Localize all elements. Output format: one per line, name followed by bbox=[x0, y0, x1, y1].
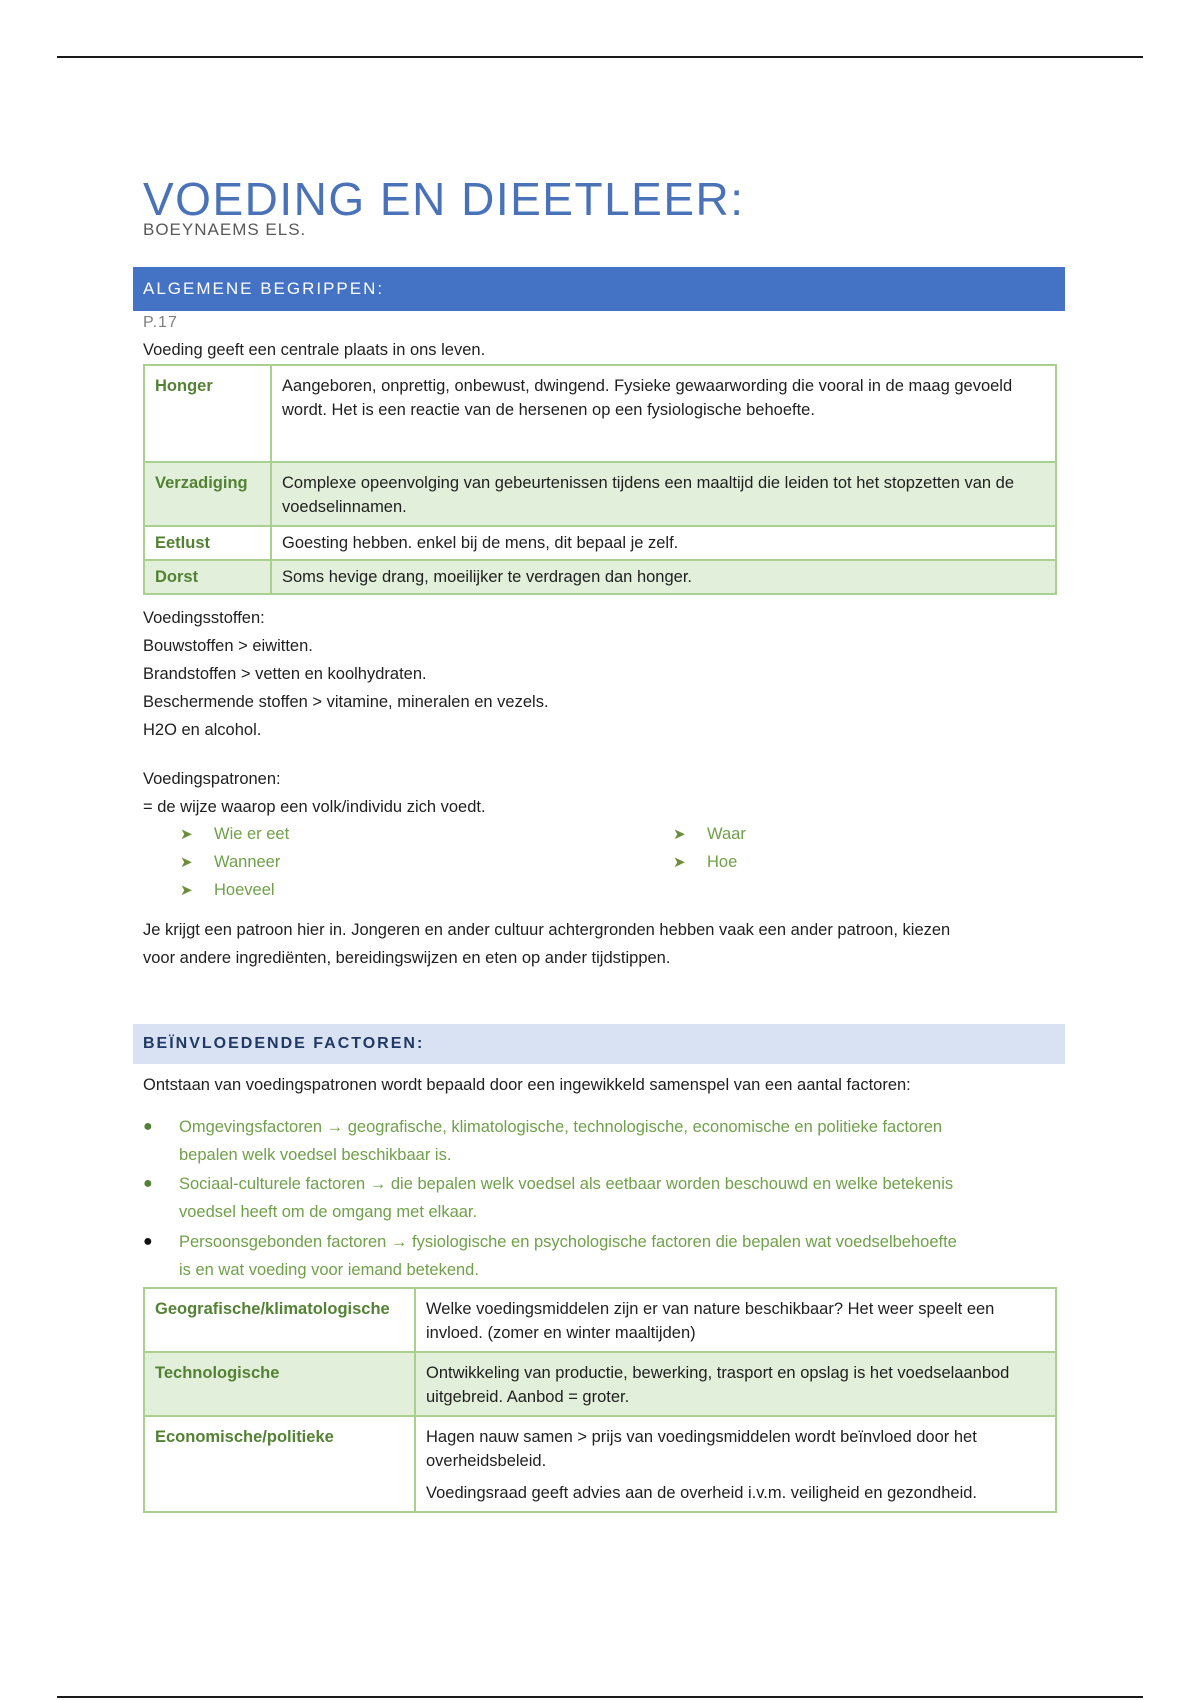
pattern-item: ➤ Wanneer bbox=[180, 853, 281, 871]
bullet-icon: ● bbox=[143, 1233, 153, 1250]
top-rule bbox=[57, 56, 1143, 58]
bottom-rule bbox=[57, 1696, 1143, 1698]
arrow-bullet-icon: ➤ bbox=[673, 854, 686, 871]
factor-text-line: Hagen nauw samen > prijs van voedingsmiddelen wordt beïnvloed door het overheidsbeleid. bbox=[426, 1428, 977, 1470]
nutrients-line: H2O en alcohol. bbox=[143, 721, 262, 739]
factor-term: Technologische bbox=[144, 1352, 415, 1416]
table-row bbox=[144, 526, 1056, 560]
definition-term: Verzadiging bbox=[144, 462, 271, 526]
definition-text: Complexe opeenvolging van gebeurtenissen tijdens een maaltijd die leiden tot het stopzetten van de voedselinnamen. bbox=[271, 462, 1056, 526]
page-reference: P.17 bbox=[143, 314, 178, 331]
factor-text: Ontwikkeling van productie, bewerking, trasport en opslag is het voedselaanbod uitgebreid. Aanbod = groter. bbox=[415, 1352, 1056, 1416]
nutrients-line: Beschermende stoffen > vitamine, mineralen en vezels. bbox=[143, 693, 549, 711]
factor-text-line: Voedingsraad geeft advies aan de overheid i.v.m. veiligheid en gezondheid. bbox=[426, 1484, 977, 1502]
table-row bbox=[144, 1416, 1056, 1512]
patterns-paragraph-line: Je krijgt een patroon hier in. Jongeren en ander cultuur achtergronden hebben vaak een ander patroon, kiezen bbox=[143, 921, 951, 939]
pattern-item: ➤ Hoe bbox=[673, 853, 738, 871]
factors-table bbox=[143, 1287, 1057, 1513]
factor-text bbox=[415, 1416, 1056, 1512]
list-item: ● Omgevingsfactoren → geografische, klimatologische, technologische, economische en politieke factoren bepalen welk voedsel beschikbaar is. bbox=[143, 1113, 1063, 1169]
definition-term: Eetlust bbox=[144, 526, 271, 560]
arrow-bullet-icon: ➤ bbox=[673, 826, 686, 843]
section-heading-beinvloedende-factoren: BEÏNVLOEDENDE FACTOREN: bbox=[133, 1024, 1065, 1064]
pattern-item: ➤ Hoeveel bbox=[180, 881, 275, 899]
definition-text: Goesting hebben. enkel bij de mens, dit bepaal je zelf. bbox=[271, 526, 1056, 560]
bullet-icon: ● bbox=[143, 1175, 153, 1192]
definitions-table bbox=[143, 364, 1057, 595]
arrow-bullet-icon: ➤ bbox=[180, 882, 193, 899]
nutrients-line: Bouwstoffen > eiwitten. bbox=[143, 637, 313, 655]
pattern-item: ➤ Waar bbox=[673, 825, 746, 843]
section1-intro: Voeding geeft een centrale plaats in ons leven. bbox=[143, 341, 486, 359]
definition-text: Soms hevige drang, moeilijker te verdragen dan honger. bbox=[271, 560, 1056, 594]
factor-text: Welke voedingsmiddelen zijn er van nature beschikbaar? Het weer speelt een invloed. (zomer en winter maaltijden) bbox=[415, 1288, 1056, 1352]
list-item: ● Sociaal-culturele factoren → die bepalen welk voedsel als eetbaar worden beschouwd en welke betekenis voedsel heeft om de omgang met elkaar. bbox=[143, 1170, 1063, 1226]
nutrients-line: Voedingsstoffen: bbox=[143, 609, 265, 627]
section2-intro: Ontstaan van voedingspatronen wordt bepaald door een ingewikkeld samenspel van een aantal factoren: bbox=[143, 1076, 911, 1094]
table-row bbox=[144, 365, 1056, 462]
table-row bbox=[144, 560, 1056, 594]
factor-term: Economische/politieke bbox=[144, 1416, 415, 1512]
definition-text: Aangeboren, onprettig, onbewust, dwingend. Fysieke gewaarwording die vooral in de maag gevoeld wordt. Het is een reactie van de hersenen op een fysiologische behoefte. bbox=[271, 365, 1056, 462]
list-item: ● Persoonsgebonden factoren → fysiologische en psychologische factoren die bepalen wat voedselbehoefte is en wat voeding voor iemand betekend. bbox=[143, 1228, 1063, 1284]
table-row bbox=[144, 1352, 1056, 1416]
arrow-bullet-icon: ➤ bbox=[180, 854, 193, 871]
arrow-bullet-icon: ➤ bbox=[180, 826, 193, 843]
patterns-paragraph-line: voor andere ingrediënten, bereidingswijzen en eten op ander tijdstippen. bbox=[143, 949, 671, 967]
pattern-item: ➤ Wie er eet bbox=[180, 825, 290, 843]
definition-term: Honger bbox=[144, 365, 271, 462]
patterns-definition: = de wijze waarop een volk/individu zich voedt. bbox=[143, 798, 486, 816]
definition-term: Dorst bbox=[144, 560, 271, 594]
section-heading-algemene-begrippen: ALGEMENE BEGRIPPEN: bbox=[133, 267, 1065, 311]
table-row bbox=[144, 1288, 1056, 1352]
table-row bbox=[144, 462, 1056, 526]
nutrients-line: Brandstoffen > vetten en koolhydraten. bbox=[143, 665, 427, 683]
document-title: VOEDING EN DIEETLEER: bbox=[143, 172, 745, 225]
patterns-heading: Voedingspatronen: bbox=[143, 770, 281, 788]
bullet-icon: ● bbox=[143, 1118, 153, 1135]
document-author: BOEYNAEMS ELS. bbox=[143, 220, 307, 239]
factor-term: Geografische/klimatologische bbox=[144, 1288, 415, 1352]
